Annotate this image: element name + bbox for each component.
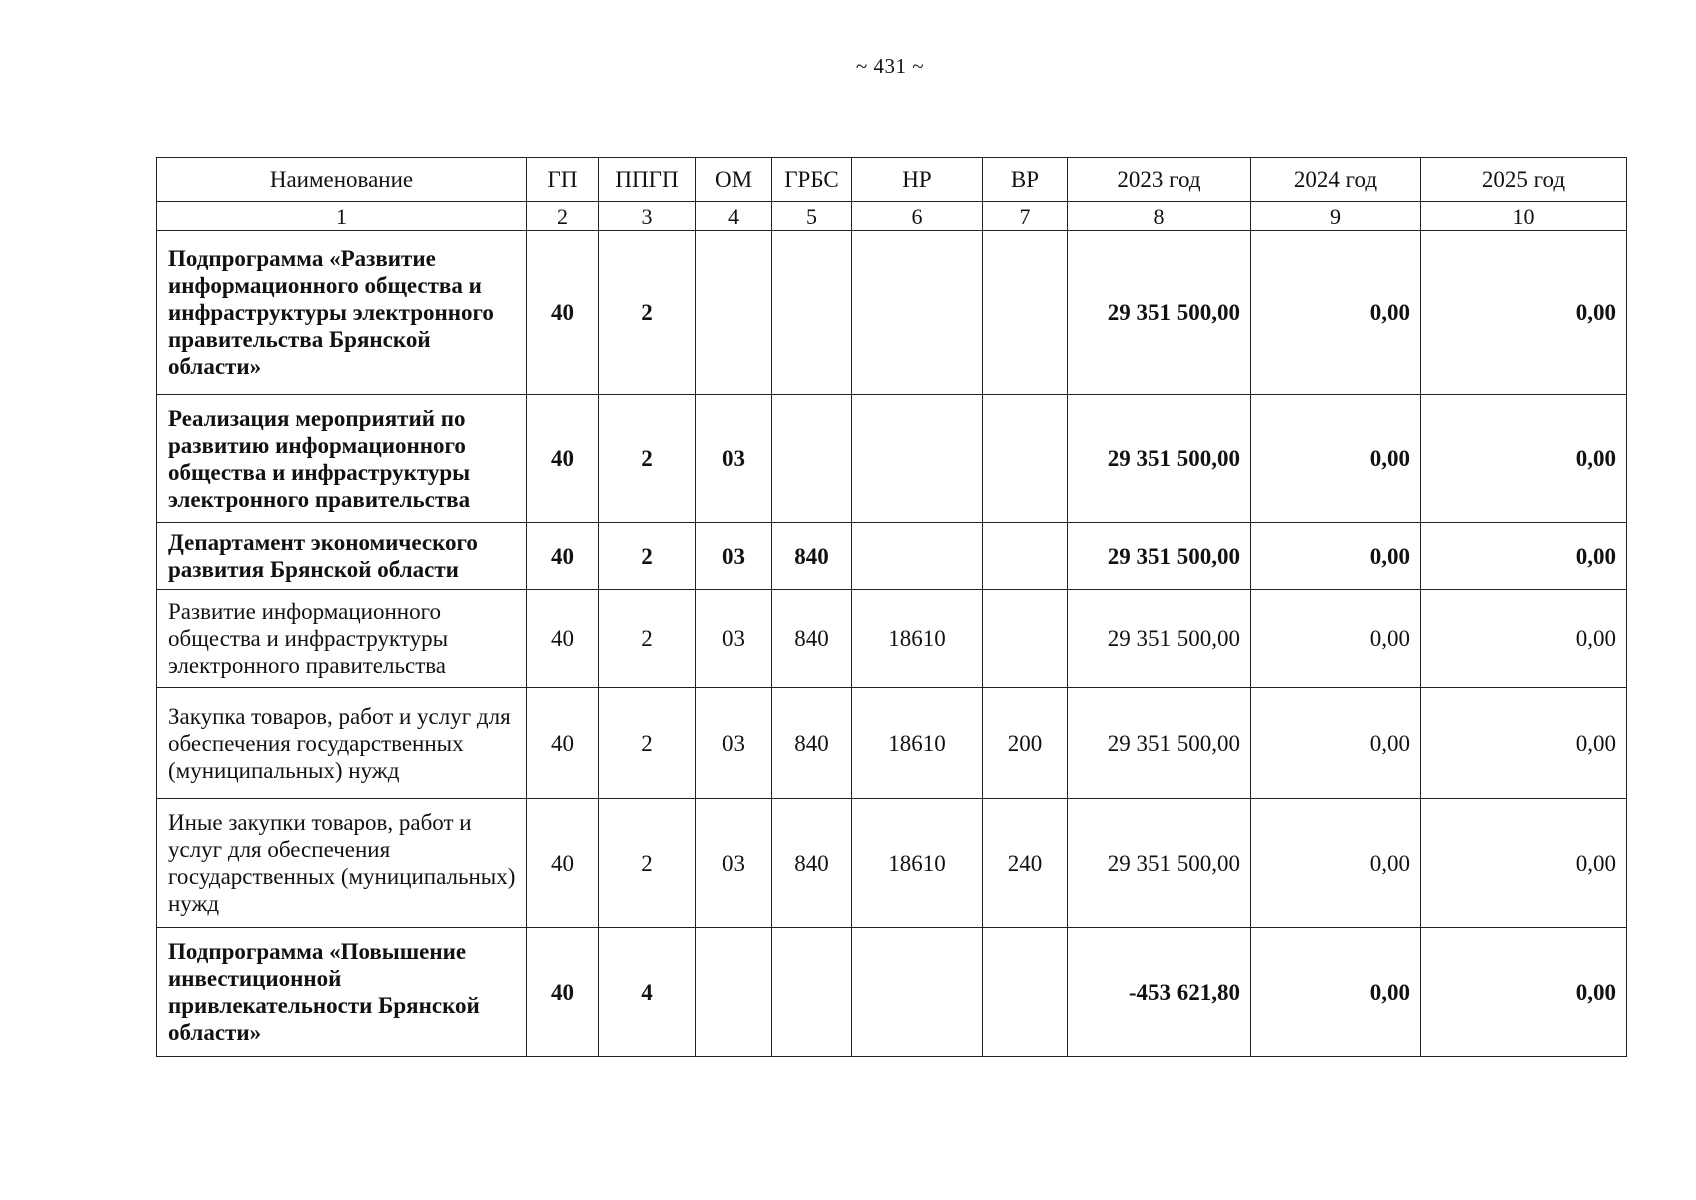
cell-2025: 0,00 <box>1421 799 1627 928</box>
header-2024: 2024 год <box>1251 158 1421 202</box>
cell-name: Реализация мероприятий по развитию информационного общества и инфраструктуры электронного правительства <box>157 395 527 523</box>
column-number: 1 <box>157 202 527 231</box>
cell-name: Развитие информационного общества и инфраструктуры электронного правительства <box>157 590 527 688</box>
cell-vr: 200 <box>983 688 1068 799</box>
cell-name: Подпрограмма «Повышение инвестиционной привлекательности Брянской области» <box>157 928 527 1057</box>
cell-nr <box>852 928 983 1057</box>
cell-om: 03 <box>696 590 772 688</box>
cell-grbs <box>772 395 852 523</box>
cell-nr <box>852 523 983 590</box>
column-number: 7 <box>983 202 1068 231</box>
table-row <box>157 523 1627 590</box>
cell-2025: 0,00 <box>1421 395 1627 523</box>
cell-2024: 0,00 <box>1251 231 1421 395</box>
cell-2024: 0,00 <box>1251 523 1421 590</box>
column-number: 4 <box>696 202 772 231</box>
cell-ppgp: 2 <box>599 231 696 395</box>
cell-vr <box>983 231 1068 395</box>
table-row <box>157 231 1627 395</box>
cell-gp: 40 <box>527 231 599 395</box>
cell-grbs: 840 <box>772 590 852 688</box>
cell-vr <box>983 523 1068 590</box>
cell-gp: 40 <box>527 590 599 688</box>
cell-2024: 0,00 <box>1251 395 1421 523</box>
column-number: 9 <box>1251 202 1421 231</box>
cell-2023: 29 351 500,00 <box>1068 231 1251 395</box>
cell-vr <box>983 928 1068 1057</box>
cell-2023: 29 351 500,00 <box>1068 799 1251 928</box>
cell-nr: 18610 <box>852 799 983 928</box>
cell-nr: 18610 <box>852 590 983 688</box>
cell-2024: 0,00 <box>1251 590 1421 688</box>
header-2023: 2023 год <box>1068 158 1251 202</box>
column-number-row <box>157 202 1627 231</box>
header-row <box>157 158 1627 202</box>
cell-gp: 40 <box>527 799 599 928</box>
column-number: 5 <box>772 202 852 231</box>
cell-grbs <box>772 231 852 395</box>
column-number: 6 <box>852 202 983 231</box>
table-row <box>157 688 1627 799</box>
cell-2025: 0,00 <box>1421 590 1627 688</box>
cell-grbs: 840 <box>772 688 852 799</box>
cell-om: 03 <box>696 688 772 799</box>
cell-ppgp: 2 <box>599 590 696 688</box>
cell-om: 03 <box>696 523 772 590</box>
table-row <box>157 590 1627 688</box>
cell-ppgp: 2 <box>599 395 696 523</box>
header-vr: ВР <box>983 158 1068 202</box>
cell-om <box>696 231 772 395</box>
cell-2023: 29 351 500,00 <box>1068 395 1251 523</box>
cell-gp: 40 <box>527 395 599 523</box>
cell-nr <box>852 395 983 523</box>
header-ppgp: ППГП <box>599 158 696 202</box>
cell-2023: 29 351 500,00 <box>1068 688 1251 799</box>
cell-ppgp: 4 <box>599 928 696 1057</box>
table-row <box>157 799 1627 928</box>
cell-ppgp: 2 <box>599 799 696 928</box>
column-number: 2 <box>527 202 599 231</box>
cell-2023: 29 351 500,00 <box>1068 523 1251 590</box>
column-number: 3 <box>599 202 696 231</box>
header-2025: 2025 год <box>1421 158 1627 202</box>
cell-ppgp: 2 <box>599 523 696 590</box>
cell-2023: 29 351 500,00 <box>1068 590 1251 688</box>
header-grbs: ГРБС <box>772 158 852 202</box>
cell-2024: 0,00 <box>1251 928 1421 1057</box>
cell-2025: 0,00 <box>1421 523 1627 590</box>
cell-2024: 0,00 <box>1251 688 1421 799</box>
cell-gp: 40 <box>527 523 599 590</box>
cell-om: 03 <box>696 395 772 523</box>
cell-nr <box>852 231 983 395</box>
cell-om: 03 <box>696 799 772 928</box>
cell-2025: 0,00 <box>1421 688 1627 799</box>
column-number: 8 <box>1068 202 1251 231</box>
header-om: ОМ <box>696 158 772 202</box>
cell-gp: 40 <box>527 688 599 799</box>
table-row <box>157 395 1627 523</box>
header-name: Наименование <box>157 158 527 202</box>
header-nr: НР <box>852 158 983 202</box>
page-number: ~ 431 ~ <box>855 54 925 78</box>
cell-gp: 40 <box>527 928 599 1057</box>
table-body <box>157 231 1627 1057</box>
budget-table <box>156 157 1627 1057</box>
cell-vr: 240 <box>983 799 1068 928</box>
column-number: 10 <box>1421 202 1627 231</box>
cell-grbs: 840 <box>772 799 852 928</box>
cell-2025: 0,00 <box>1421 928 1627 1057</box>
cell-2025: 0,00 <box>1421 231 1627 395</box>
table-row <box>157 928 1627 1057</box>
cell-2024: 0,00 <box>1251 799 1421 928</box>
cell-2023: -453 621,80 <box>1068 928 1251 1057</box>
cell-name: Департамент экономического развития Брянской области <box>157 523 527 590</box>
header-gp: ГП <box>527 158 599 202</box>
cell-name: Иные закупки товаров, работ и услуг для обеспечения государственных (муниципальных) нужд <box>157 799 527 928</box>
cell-ppgp: 2 <box>599 688 696 799</box>
cell-name: Закупка товаров, работ и услуг для обеспечения государственных (муниципальных) нужд <box>157 688 527 799</box>
cell-name: Подпрограмма «Развитие информационного общества и инфраструктуры электронного правительства Брянской области» <box>157 231 527 395</box>
cell-vr <box>983 590 1068 688</box>
cell-vr <box>983 395 1068 523</box>
cell-om <box>696 928 772 1057</box>
cell-nr: 18610 <box>852 688 983 799</box>
cell-grbs <box>772 928 852 1057</box>
cell-grbs: 840 <box>772 523 852 590</box>
